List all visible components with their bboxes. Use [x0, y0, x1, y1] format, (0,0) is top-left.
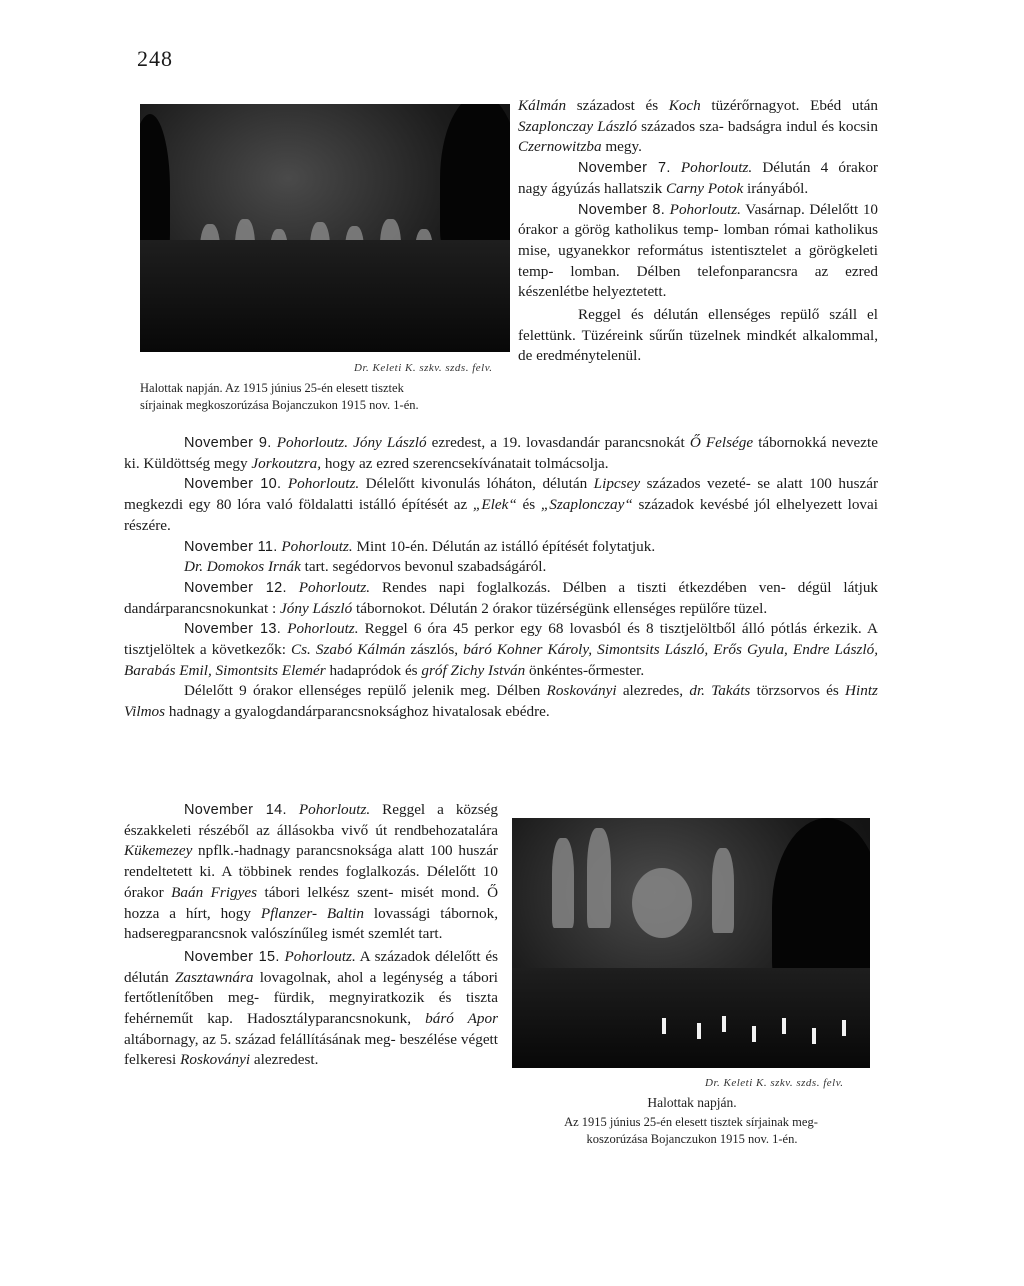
top-photo-credit: Dr. Keleti K. szkv. szds. felv. [354, 362, 493, 374]
entry-nov11-continued: Dr. Domokos Irnák tart. segédorvos bevonul szabadságáról. [184, 558, 547, 576]
entry-nov8: November 8. Pohorloutz. Vasárnap. Délelőtt 10 órakor a görög katholikus temp- lomban római katholikus mise, ugyanekkor református istentisztelet a görögkeleti temp- lomban. Délben telefonparancsra az ezred készenlétbe helyeztetett. [518, 200, 879, 301]
entry-nov9: November 9. Pohorloutz. Jóny László ezredest, a 19. lovasdandár parancsnokát Ő Felsége tábornokká nevezte ki. Küldöttség megy Jorkoutzra, hogy az ezred szerencsekívánatait tolmácsolja. [124, 434, 878, 472]
entry-date: November 10. [184, 476, 282, 493]
entry-nov13: November 13. Pohorloutz. Reggel 6 óra 45 perkor egy 68 lovasból és 8 tisztjelöltből álló pótlás érkezik. A tisztjelöltek a következők: Cs. Szabó Kálmán zászlós, báró Kohner Károly, Simontsits László, Erős Gyula, Endre László, Barabás Emil, Simontsits Elemér hadapródok és gróf Zichy István önkéntes-őrmester. [124, 620, 878, 679]
entry-date: November 7. [578, 160, 671, 177]
bottom-photo-credit: Dr. Keleti K. szkv. szds. felv. [705, 1077, 844, 1089]
top-photo-caption-line-2: sírjainak megkoszorúzása Bojanczukon 1915 nov. 1-én. [140, 398, 419, 412]
entry-nov13-continued: Délelőtt 9 órakor ellenséges repülő jelenik meg. Délben Roskoványi alezredes, dr. Takáts törzsorvos és Hintz Vilmos hadnagy a gyalogdandárparancsnoksághoz hivatalosak ebédre. [124, 682, 878, 721]
bottom-photo-caption-line-3: koszorúzása Bojanczukon 1915 nov. 1-én. [586, 1132, 798, 1146]
entry-nov11: November 11. Pohorloutz. Mint 10-én. Délután az istálló építését folytatjuk. [184, 537, 656, 555]
entry-nov15: November 15. Pohorloutz. A századok délelőtt és délután Zasztawnára lovagolnak, ahol a legénység a tábori fertőtlenítőben meg- fürdik, megnyiratkozik és tiszta fehérneműt kap. Hadosztályparancsnokunk, báró Apor altábornagy, az 5. század felállításának meg- beszélése végett felkeresi Roskoványi alezredest. [124, 947, 498, 1069]
entry-nov14: November 14. Pohorloutz. Reggel a község északkeleti részéből az állásokba vivő út rendbehozatalára Kükemezey npflk.-hadnagy parancsnoksága alatt 100 huszár rendeltetett ki. A többinek rendes foglalkozás. Délelőtt 10 órakor Baán Frigyes tábori lelkész szent- misét mond. Ő hozza a hírt, hogy Pflanzer- Baltin lovassági tábornok, hadseregparancsnok valószínűleg ismét szemlét tart. [124, 801, 499, 943]
top-photo-caption-line-1: Halottak napján. Az 1915 június 25-én elesett tisztek [140, 381, 404, 395]
intro-paragraph: Kálmán századost és Koch tüzérőrnagyot. Ebéd után Szaplonczay László százados sza- badságra indul és kocsin Czernowitzba megy. [518, 97, 878, 156]
entry-date: November 9. [184, 435, 272, 451]
bottom-photo-caption-line-1: Halottak napján. [647, 1095, 737, 1110]
right-column-text [518, 96, 878, 367]
full-width-text [124, 433, 878, 723]
page-number: 248 [137, 46, 173, 71]
entry-date: November 14. [184, 802, 287, 818]
bottom-photo [512, 818, 870, 1068]
entry-date: November 13. [184, 621, 282, 638]
top-photo [140, 104, 510, 352]
entry-date: November 8. [578, 201, 666, 218]
entry-nov12: November 12. Pohorloutz. Rendes napi foglalkozás. Délben a tiszti étkezdében ven- dégül látjuk dandárparancsnokunkat : Jóny László tábornokot. Délután 2 órakor tüzérségünk ellenséges repülőre tüzel. [124, 578, 878, 617]
left-column-text [124, 800, 498, 1071]
entry-nov10: November 10. Pohorloutz. Délelőtt kivonulás lóháton, délután Lipcsey százados vezeté- se alatt 100 huszár megkezdi egy 80 lóra való földalatti istálló építését az „Elek“ és „Szaplonczay“ századok kevésbé jól elhelyezett lovai részére. [124, 475, 879, 534]
entry-date: November 12. [184, 579, 287, 596]
bottom-photo-caption-line-2: Az 1915 június 25-én elesett tisztek sírjainak meg- [564, 1115, 818, 1129]
entry-nov7: November 7. Pohorloutz. Délután 4 órakor nagy ágyúzás hallatszik Carny Potok irányából. [518, 159, 878, 197]
entry-date: November 15. [184, 948, 280, 965]
entry-nov8-continued: Reggel és délután ellenséges repülő száll el felettünk. Tüzéreink sűrűn tüzelnek mindkét alkalommal, de eredménytelenül. [518, 306, 878, 365]
entry-date: November 11. [184, 538, 278, 555]
